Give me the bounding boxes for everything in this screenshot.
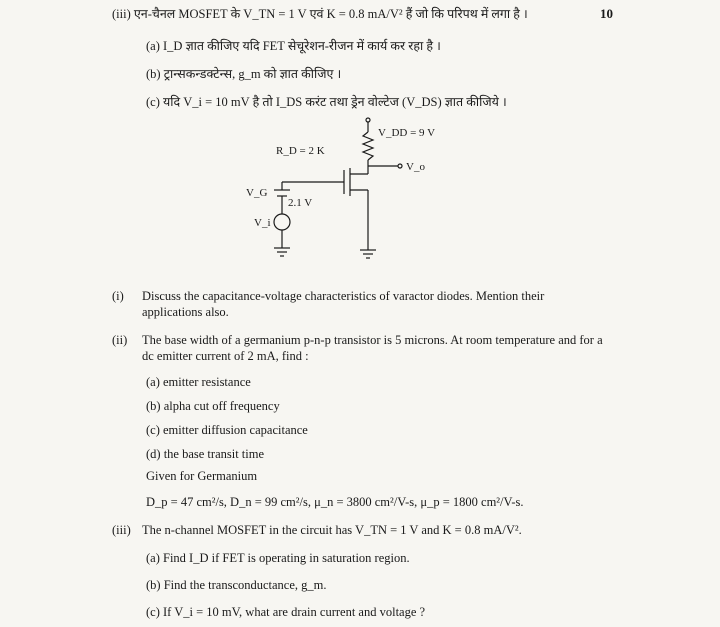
hindi-part-a: (a) I_D ज्ञात कीजिए यदि FET सेचूरेशन-रीजन में कार्य कर रहा है । xyxy=(146,39,441,53)
mosfet-circuit-diagram xyxy=(240,110,480,270)
hindi-part-b: (b) ट्रान्सकन्डक्टेन्स, g_m को ज्ञात कीजिए । xyxy=(146,67,342,81)
question-ii-part-d: (d) the base transit time xyxy=(146,447,265,461)
vg-label: V_G xyxy=(246,187,268,199)
rd-label: R_D = 2 K xyxy=(276,145,325,157)
question-ii-part-a: (a) emitter resistance xyxy=(146,375,251,389)
question-ii-text: The base width of a germanium p-n-p transistor is 5 microns. At room temperature and for a dc emitter current of 2 mA, find : xyxy=(142,333,603,363)
question-i-number: (i) xyxy=(112,289,124,303)
given-values: D_p = 47 cm²/s, D_n = 99 cm²/s, μ_n = 3800 cm²/V-s, μ_p = 1800 cm²/V-s. xyxy=(146,495,524,509)
question-iii-part-b: (b) Find the transconductance, g_m. xyxy=(146,578,327,592)
question-iii-number: (iii) xyxy=(112,523,131,537)
marks: 10 xyxy=(600,6,613,21)
vg-value: 2.1 V xyxy=(288,197,313,209)
question-iii-part-a: (a) Find I_D if FET is operating in saturation region. xyxy=(146,551,410,565)
vi-label: V_i xyxy=(254,217,271,229)
question-ii-number: (ii) xyxy=(112,333,128,347)
hindi-part-c: (c) यदि V_i = 10 mV है तो I_DS करंट तथा ड्रेन वोल्टेज (V_DS) ज्ञात कीजिये । xyxy=(146,95,507,109)
vo-label: V_o xyxy=(406,161,425,173)
question-ii-part-b: (b) alpha cut off frequency xyxy=(146,399,280,413)
question-i-text: Discuss the capacitance-voltage characteristics of varactor diodes. Mention their applications also. xyxy=(142,289,545,319)
given-label: Given for Germanium xyxy=(146,469,258,483)
vdd-label: V_DD = 9 V xyxy=(378,127,436,139)
hindi-question-iii: (iii) एन-चैनल MOSFET के V_TN = 1 V एवं K = 0.8 mA/V² हैं जो कि परिपथ में लगा है । xyxy=(112,7,528,21)
question-iii-text: The n-channel MOSFET in the circuit has V_TN = 1 V and K = 0.8 mA/V². xyxy=(142,523,522,537)
question-ii-part-c: (c) emitter diffusion capacitance xyxy=(146,423,308,437)
question-iii-part-c: (c) If V_i = 10 mV, what are drain current and voltage ? xyxy=(146,605,426,619)
